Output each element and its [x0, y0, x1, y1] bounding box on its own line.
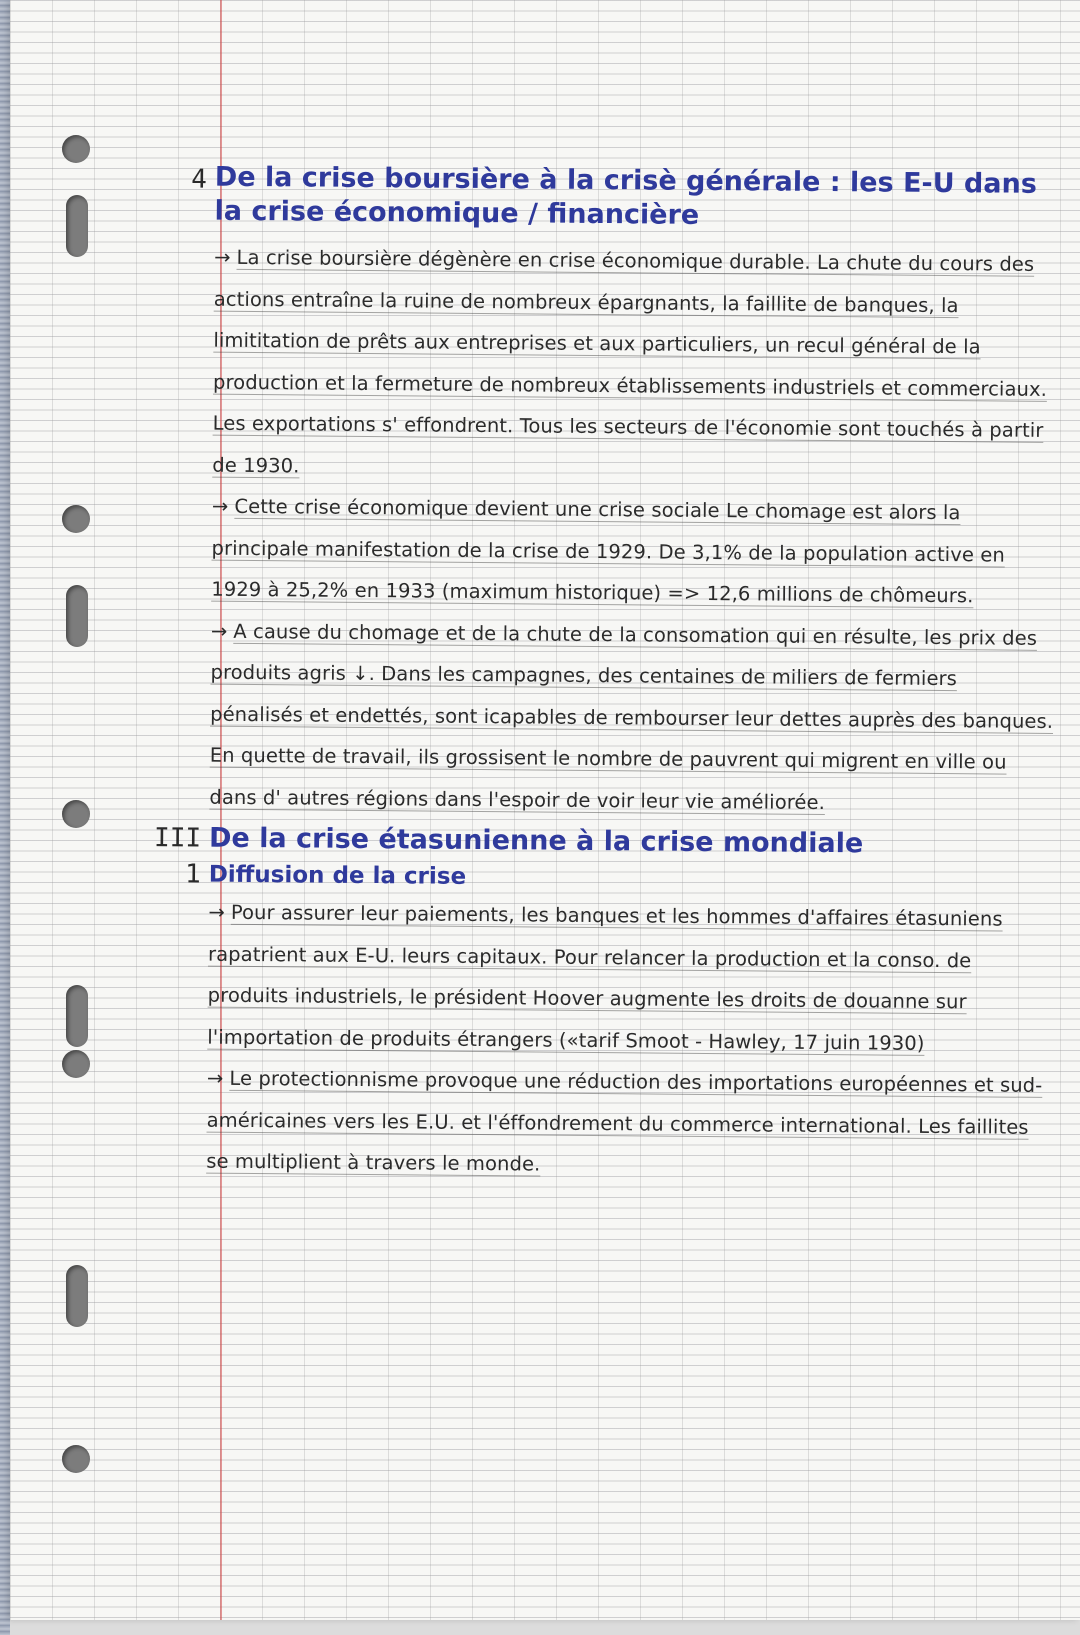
section-4-heading: [139, 160, 1060, 236]
punch-hole: [62, 1050, 90, 1078]
punch-hole: [66, 985, 88, 1047]
section-4-title: De la crise boursière à la crisè générale : les E-U dans la crise économique / financière: [214, 161, 1037, 231]
section-III-title: De la crise étasunienne à la crise mondiale: [208, 822, 864, 860]
arrow-icon: →: [206, 1066, 224, 1090]
arrow-icon: →: [208, 900, 225, 924]
arrow-icon: →: [214, 245, 231, 269]
punch-hole: [62, 135, 90, 163]
section-1-number: 1: [184, 859, 201, 890]
paragraph-text: Cette crise économique devient une crise sociale Le chomage est alors la principale manifestation de la crise de 1929. De 3,1% de la population active en 1929 à 25,2% en 1933 (maximum historique) => 12,6 millions de chômeurs.: [211, 494, 1005, 608]
paragraph-text: Pour assurer leur paiements, les banques et les hommes d'affaires étasuniens rapatrient aux E-U. leurs capitaux. Pour relancer la production et la conso. de produits industriels, le président Hoover augmente les droits de douanne sur l'importation de produits étrangers («tarif Smoot - Hawley, 17 juin 1930): [207, 900, 1003, 1055]
arrow-icon: →: [210, 619, 228, 643]
paragraph-text: A cause du chomage et de la chute de la consomation qui en résulte, les prix des produits agris ↓. Dans les campagnes, des centaines de miliers de fermiers pénalisés et endettés, sont icapables de rembourser leur dettes auprès des banques. En quette de travail, ils grossisent le nombre de pauvrent qui migrent en ville ou dans d' autres régions dans l'espoir de voir leur vie améliorée.: [209, 619, 1054, 814]
punch-hole: [62, 800, 90, 828]
section-1-title: Diffusion de la crise: [208, 861, 467, 890]
section-4-number: 4: [191, 164, 207, 195]
paragraph: [207, 892, 1053, 1065]
arrow-icon: →: [211, 494, 229, 518]
handwritten-notes: [131, 160, 1060, 1189]
paragraph: [212, 237, 1059, 493]
paragraph-text: Le protectionnisme provoque une réduction des importations européennes et sud-américaines vers les E.U. et l'éffondrement du commerce international. Les faillites se multiplient à travers le monde.: [206, 1066, 1043, 1176]
paragraph: [206, 1058, 1052, 1190]
punch-hole: [66, 585, 88, 647]
section-III-number: III: [153, 823, 202, 854]
paragraph-text: La crise boursière dégènère en crise économique durable. La chute du cours des actions entraîne la ruine de nombreux épargnants, la faillite de banques, la limititation de prêts aux entreprises et aux particuliers, un recul général de la production et la fermeture de nombreux établissements industriels et commerciaux. Les exportations s' effondrent. Tous les secteurs de l'économie sont touchés à partir de 1930.: [212, 245, 1048, 477]
paragraph: [209, 610, 1056, 825]
binder-edge: [0, 0, 10, 1635]
paragraph: [211, 486, 1057, 618]
punch-hole: [62, 505, 90, 533]
punch-hole: [62, 1445, 90, 1473]
punch-hole: [66, 1265, 88, 1327]
punch-hole: [66, 195, 88, 257]
